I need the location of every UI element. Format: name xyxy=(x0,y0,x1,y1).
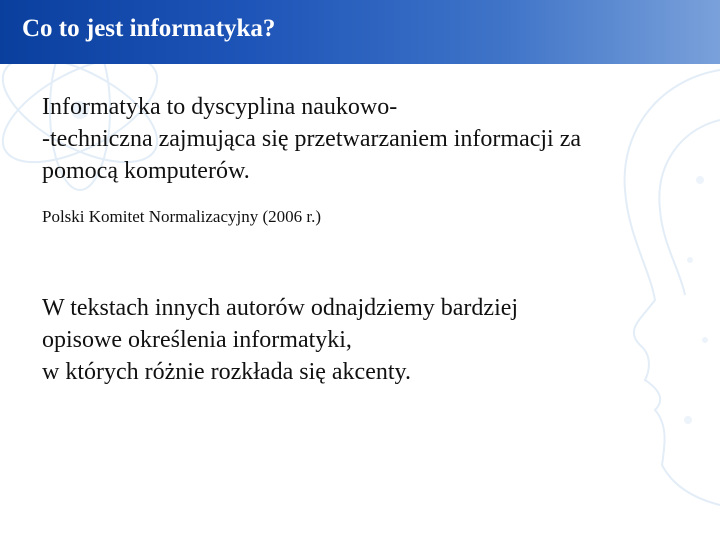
note-paragraph xyxy=(42,292,692,388)
definition-line: pomocą komputerów. xyxy=(42,158,250,184)
title-bar xyxy=(0,0,720,64)
note-line: opisowe określenia informatyki, xyxy=(42,327,352,353)
definition-line: -techniczna zajmująca się przetwarzaniem informacji za xyxy=(42,126,582,152)
definition-line: Informatyka to dyscyplina naukowo- xyxy=(42,94,398,120)
slide-title: Co to jest informatyka? xyxy=(22,15,276,42)
source-citation: Polski Komitet Normalizacyjny (2006 r.) xyxy=(42,207,322,226)
definition-paragraph xyxy=(42,91,692,187)
note-line: W tekstach innych autorów odnajdziemy bardziej xyxy=(42,295,519,321)
note-line: w których różnie rozkłada się akcenty. xyxy=(42,359,411,385)
